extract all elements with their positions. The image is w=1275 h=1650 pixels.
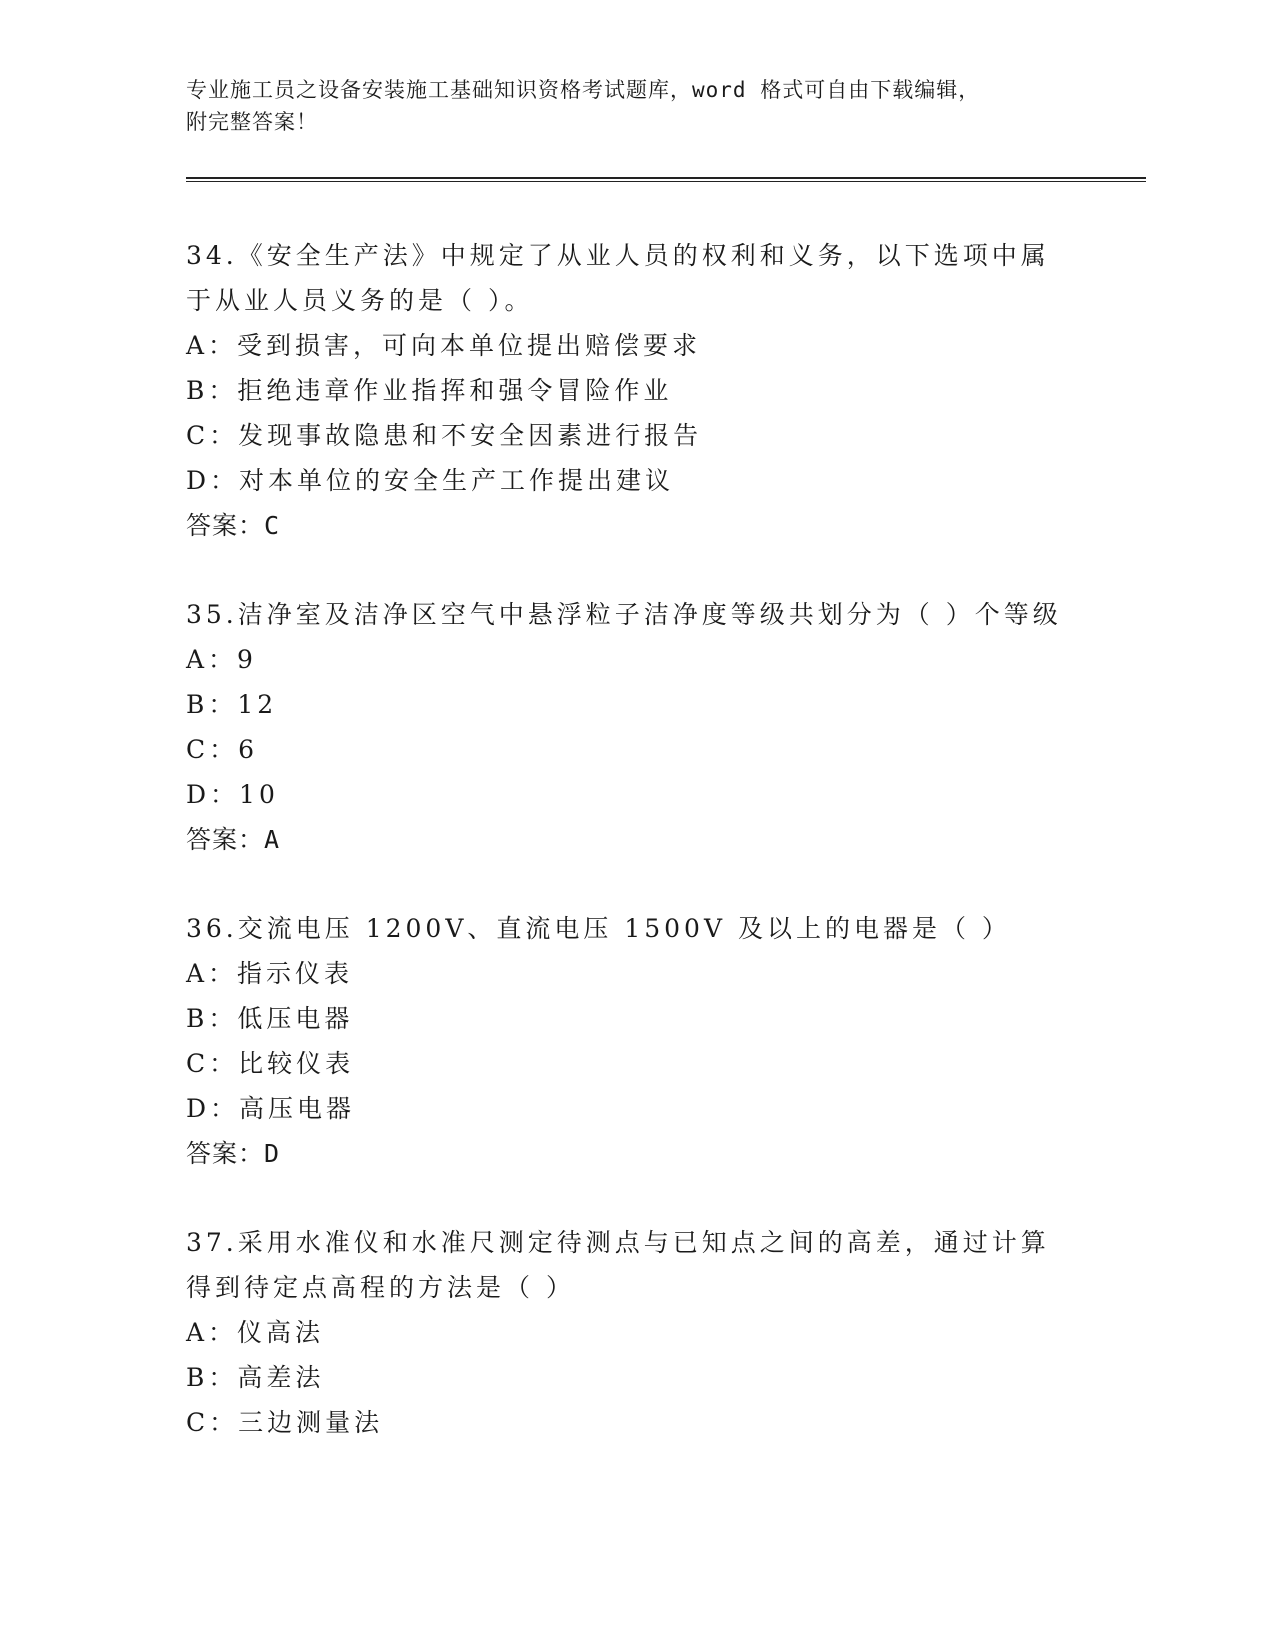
option-d: D：对本单位的安全生产工作提出建议 <box>186 466 675 495</box>
question-34 <box>186 233 1146 548</box>
option-c: C：6 <box>186 735 259 764</box>
option-d: D：10 <box>186 780 279 809</box>
option-b: B：拒绝违章作业指挥和强令冒险作业 <box>186 376 673 405</box>
option-b: B：低压电器 <box>186 1004 354 1033</box>
option-b: B：高差法 <box>186 1363 325 1392</box>
option-c: C：三边测量法 <box>186 1408 384 1437</box>
answer-line: 答案：A <box>186 825 281 854</box>
option-a: A：9 <box>186 645 257 674</box>
question-stem: 34.《安全生产法》中规定了从业人员的权利和义务，以下选项中属于从业人员义务的是（ ）。 <box>186 241 1050 315</box>
answer-line: 答案：D <box>186 1139 281 1168</box>
question-35 <box>186 592 1146 862</box>
header-line-1: 专业施工员之设备安装施工基础知识资格考试题库，word 格式可自由下载编辑， <box>186 78 981 102</box>
header-line-2: 附完整答案！ <box>186 110 318 134</box>
option-c: C：发现事故隐患和不安全因素进行报告 <box>186 421 703 450</box>
option-a: A：仪高法 <box>186 1318 325 1347</box>
question-list <box>186 233 1146 1489</box>
question-stem: 37.采用水准仪和水准尺测定待测点与已知点之间的高差，通过计算得到待定点高程的方法是（ ） <box>186 1228 1050 1302</box>
option-b: B：12 <box>186 690 278 719</box>
document-header <box>186 74 1086 138</box>
question-stem: 36.交流电压 1200V、直流电压 1500V 及以上的电器是（ ） <box>186 914 1011 943</box>
question-37 <box>186 1220 1146 1445</box>
question-stem: 35.洁净室及洁净区空气中悬浮粒子洁净度等级共划分为（ ）个等级 <box>186 600 1062 629</box>
option-a: A：指示仪表 <box>186 959 354 988</box>
option-c: C：比较仪表 <box>186 1049 355 1078</box>
header-divider <box>186 177 1146 182</box>
option-a: A：受到损害，可向本单位提出赔偿要求 <box>186 331 702 360</box>
answer-line: 答案：C <box>186 511 281 540</box>
document-page <box>186 0 1146 1650</box>
option-d: D：高压电器 <box>186 1094 356 1123</box>
question-36 <box>186 906 1146 1176</box>
